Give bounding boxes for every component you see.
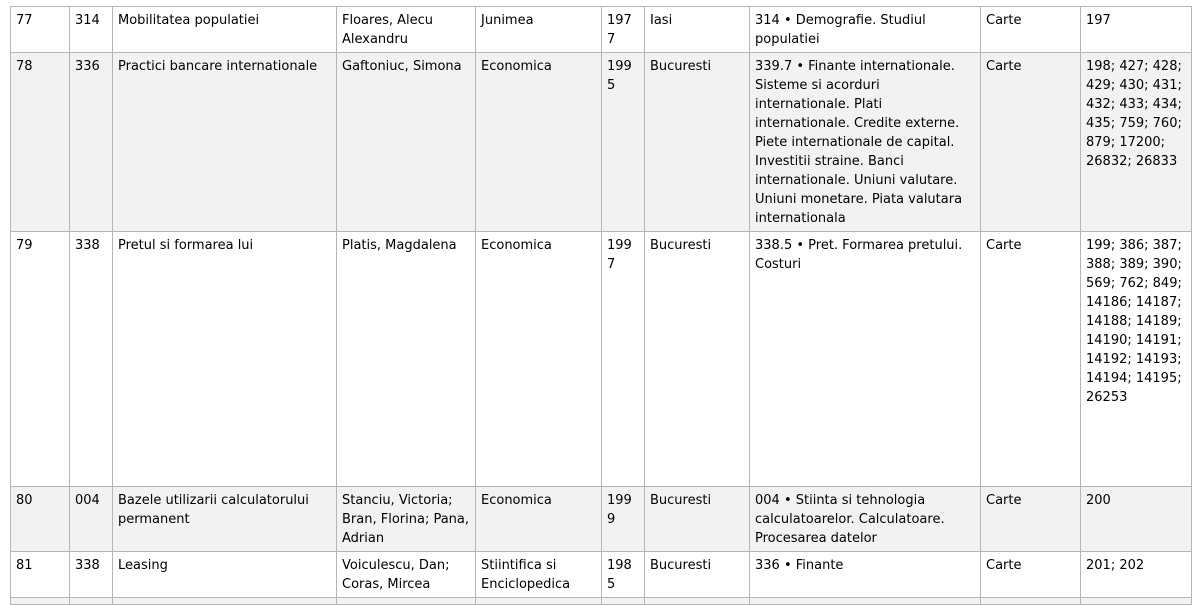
cell-autor: Platis, Magdalena <box>337 232 476 487</box>
cell-editura: Economica <box>476 487 602 552</box>
cell-tip: Carte <box>981 53 1081 232</box>
cell-tip: Carte <box>981 487 1081 552</box>
cell-nr: 79 <box>11 232 70 487</box>
cell-inventar: 198; 427; 428; 429; 430; 431; 432; 433; 434; 435; 759; 760; 879; 17200; 26832; 26833 <box>1081 53 1192 232</box>
table-row <box>11 53 1192 232</box>
cell-cod: 314 <box>70 7 113 53</box>
cell-loc: Bucuresti <box>645 552 750 598</box>
cell-subiect: 339.7 • Finante internationale. Sisteme si acorduri internationale. Plati internationale. Credite externe. Piete internationale de capital. Investitii straine. Banci internationale. Uniuni valutare. Uniuni monetare. Piata valutara internationala <box>750 53 981 232</box>
cell-nr: 77 <box>11 7 70 53</box>
cell-subiect: 314 • Demografie. Studiul populatiei <box>750 7 981 53</box>
cell-inventar: 197 <box>1081 7 1192 53</box>
cell-tip: Carte <box>981 7 1081 53</box>
cell-inventar: 200 <box>1081 487 1192 552</box>
cell-autor: Gaftoniuc, Simona <box>337 53 476 232</box>
cell-cod: 338 <box>70 552 113 598</box>
cell-subiect: 336 • Finante <box>750 552 981 598</box>
cell-subiect: 004 • Stiinta si tehnologia calculatoarelor. Calculatoare. Procesarea datelor <box>750 487 981 552</box>
cell-tip: Carte <box>981 232 1081 487</box>
cell-an: 1999 <box>602 487 645 552</box>
cell-an: 1977 <box>602 7 645 53</box>
cell-titlu: Pretul si formarea lui <box>113 232 337 487</box>
cell-an: 1985 <box>602 552 645 598</box>
cell-titlu: Leasing <box>113 552 337 598</box>
table-row <box>11 487 1192 552</box>
cell-titlu: Practici bancare internationale <box>113 53 337 232</box>
cell-loc: Bucuresti <box>645 53 750 232</box>
cell-nr: 80 <box>11 487 70 552</box>
cell-cod: 336 <box>70 53 113 232</box>
cell-titlu: Mobilitatea populatiei <box>113 7 337 53</box>
cell-inventar: 201; 202 <box>1081 552 1192 598</box>
cell-loc: Iasi <box>645 7 750 53</box>
cell-editura: Economica <box>476 232 602 487</box>
cell-an: 1995 <box>602 53 645 232</box>
cell-loc: Bucuresti <box>645 232 750 487</box>
cell-cod: 004 <box>70 487 113 552</box>
cell-autor: Voiculescu, Dan; Coras, Mircea <box>337 552 476 598</box>
cell-nr: 78 <box>11 53 70 232</box>
table-row <box>11 7 1192 53</box>
cell-inventar: 199; 386; 387; 388; 389; 390; 569; 762; 849; 14186; 14187; 14188; 14189; 14190; 14191; 14192; 14193; 14194; 14195; 26253 <box>1081 232 1192 487</box>
table-row <box>11 552 1192 598</box>
cell-tip: Carte <box>981 552 1081 598</box>
cell-autor: Stanciu, Victoria; Bran, Florina; Pana, Adrian <box>337 487 476 552</box>
cell-cod: 338 <box>70 232 113 487</box>
table-row <box>11 232 1192 487</box>
cell-editura: Economica <box>476 53 602 232</box>
cell-loc: Bucuresti <box>645 487 750 552</box>
cell-nr: 81 <box>11 552 70 598</box>
cell-autor: Floares, Alecu Alexandru <box>337 7 476 53</box>
cell-subiect: 338.5 • Pret. Formarea pretului. Costuri <box>750 232 981 487</box>
table-row-partial <box>11 598 1192 605</box>
cell-an: 1997 <box>602 232 645 487</box>
cell-titlu: Bazele utilizarii calculatorului permanent <box>113 487 337 552</box>
catalog-table <box>10 6 1192 605</box>
cell-editura: Stiintifica si Enciclopedica <box>476 552 602 598</box>
cell-editura: Junimea <box>476 7 602 53</box>
